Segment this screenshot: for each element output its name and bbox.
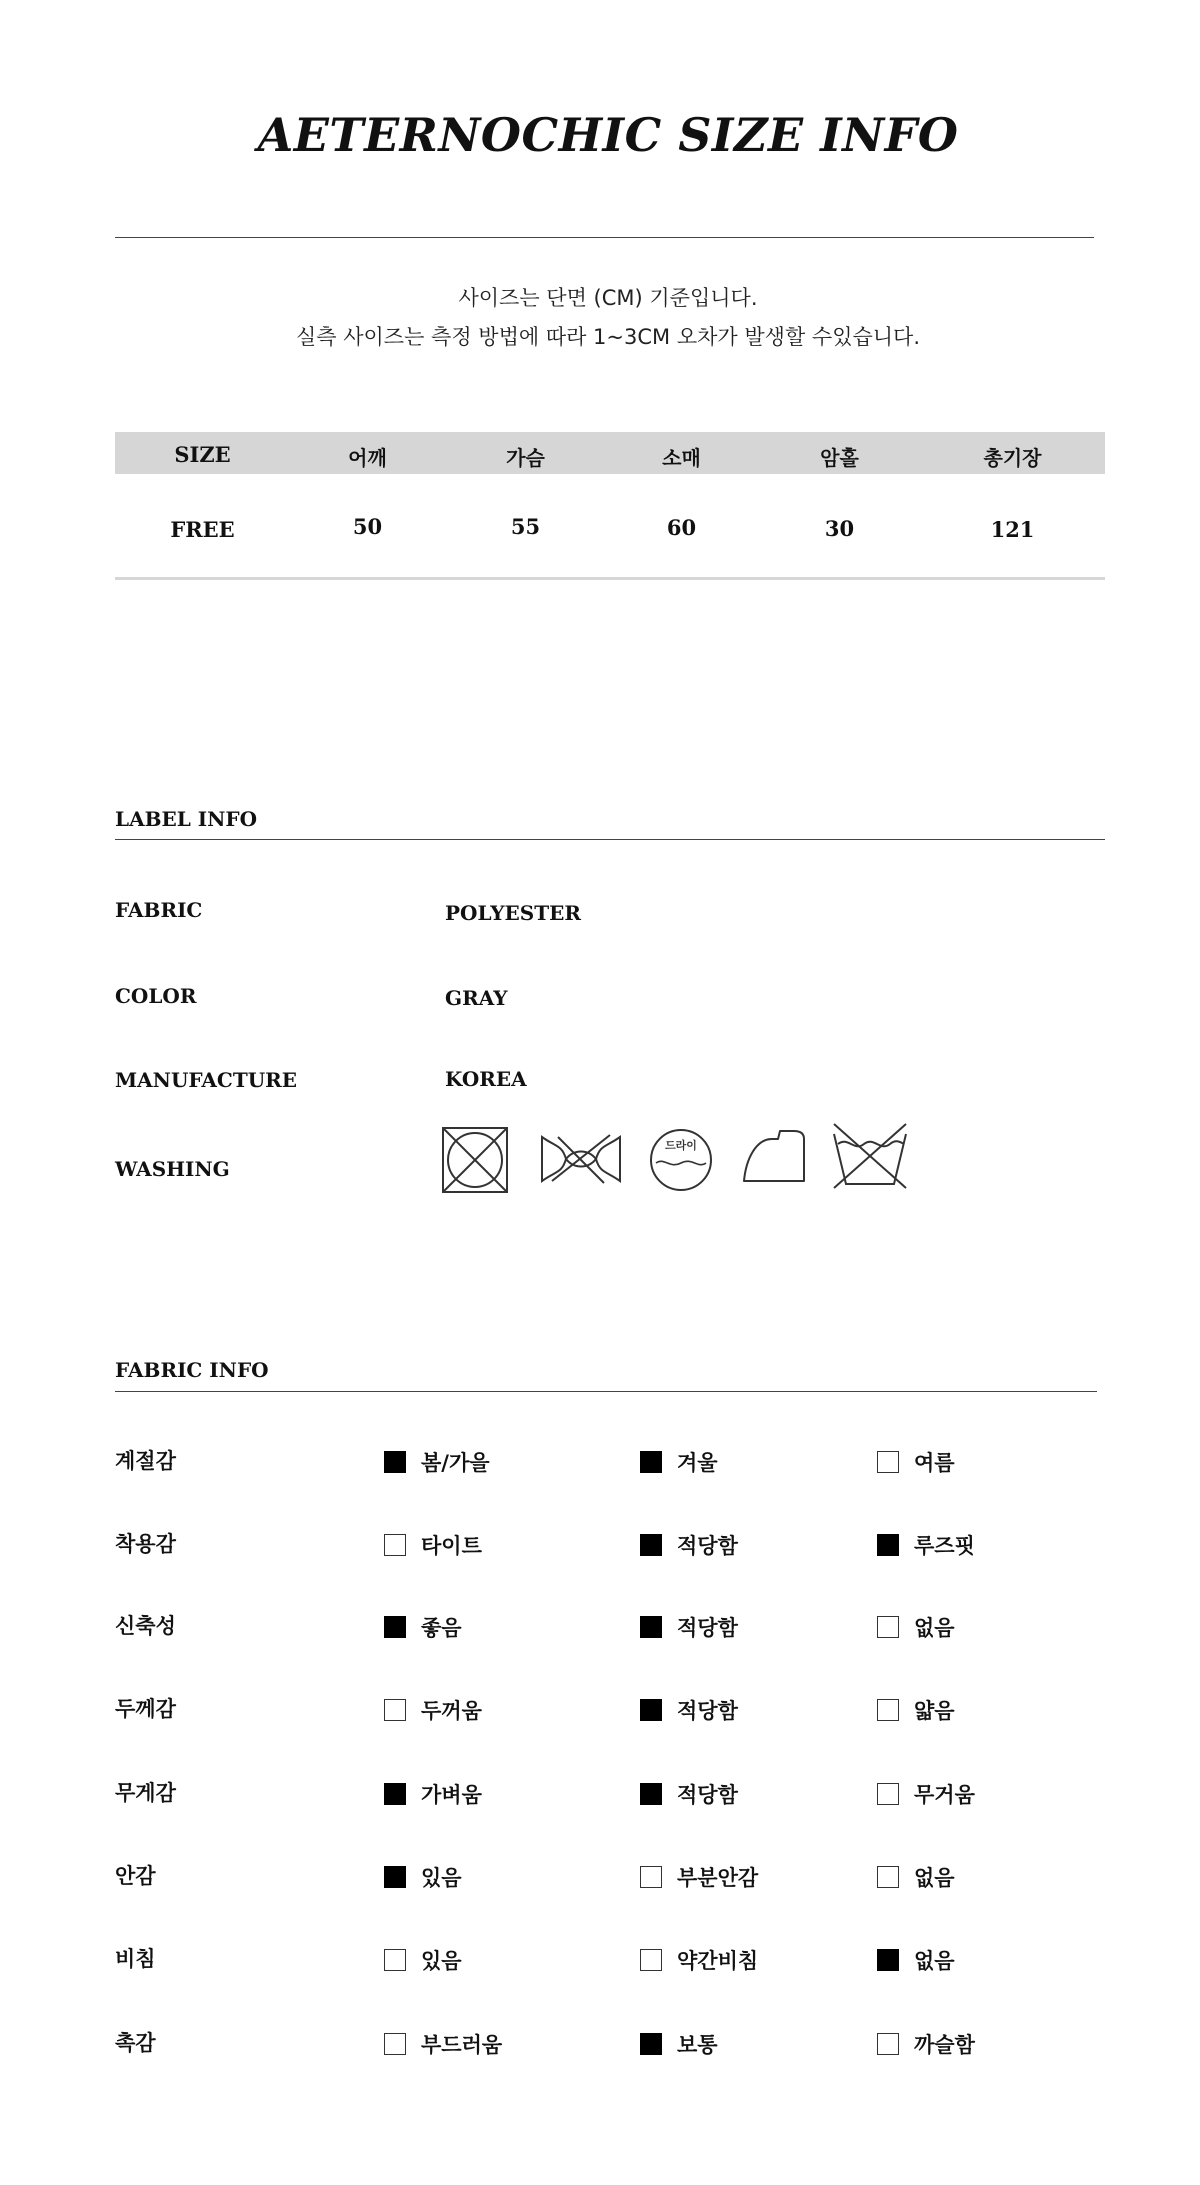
fabric-option-label: 겨울 (677, 1451, 718, 1475)
fabric-option-lining-2[interactable] (877, 1862, 955, 1892)
fabric-option-lining-1[interactable] (640, 1862, 758, 1892)
unchecked-checkbox[interactable] (640, 1866, 662, 1888)
checked-checkbox[interactable] (640, 1534, 662, 1556)
fabric-row-label-stretch: 신축성 (115, 1614, 176, 1638)
size-note-line-1: 사이즈는 단면 (CM) 기준입니다. (458, 286, 758, 310)
fabric-row-label-thickness: 두께감 (115, 1697, 176, 1721)
fabric-option-season-0[interactable] (384, 1447, 490, 1477)
fabric-option-label: 없음 (914, 1616, 955, 1640)
size-table-bottom-rule (115, 577, 1105, 580)
fabric-option-label: 없음 (914, 1866, 955, 1890)
iron-icon (738, 1125, 810, 1187)
fabric-row-label-season: 계절감 (115, 1449, 176, 1473)
size-value-chest: 55 (510, 514, 541, 539)
unchecked-checkbox[interactable] (384, 2033, 406, 2055)
unchecked-checkbox[interactable] (640, 1949, 662, 1971)
size-header-total-length: 총기장 (983, 446, 1042, 470)
fabric-option-label: 적당함 (677, 1783, 738, 1807)
fabric-option-label: 적당함 (677, 1534, 738, 1558)
checked-checkbox[interactable] (640, 1699, 662, 1721)
size-value-armhole: 30 (824, 516, 855, 541)
fabric-option-sheerness-1[interactable] (640, 1945, 758, 1975)
checked-checkbox[interactable] (877, 1534, 899, 1556)
fabric-option-texture-2[interactable] (877, 2029, 975, 2059)
fabric-option-label: 부드러움 (421, 2033, 503, 2057)
unchecked-checkbox[interactable] (877, 1699, 899, 1721)
fabric-option-label: 있음 (421, 1866, 462, 1890)
fabric-option-lining-0[interactable] (384, 1862, 462, 1892)
fabric-option-sheerness-0[interactable] (384, 1945, 462, 1975)
page-title: AETERNOCHIC SIZE INFO (257, 108, 959, 162)
fabric-option-label: 있음 (421, 1949, 462, 1973)
no-wash-icon (830, 1120, 910, 1192)
manufacture-value: KOREA (445, 1067, 527, 1091)
color-value: GRAY (445, 986, 508, 1010)
fabric-option-label: 봄/가을 (421, 1451, 490, 1475)
fabric-option-fit-1[interactable] (640, 1530, 738, 1560)
size-header-sleeve: 소매 (662, 446, 701, 470)
unchecked-checkbox[interactable] (877, 1451, 899, 1473)
unchecked-checkbox[interactable] (877, 2033, 899, 2055)
title-divider (115, 237, 1094, 238)
fabric-option-stretch-0[interactable] (384, 1612, 462, 1642)
no-wring-icon (538, 1131, 624, 1187)
fabric-option-label: 적당함 (677, 1699, 738, 1723)
checked-checkbox[interactable] (640, 1783, 662, 1805)
label-info-divider (115, 839, 1105, 840)
dry-clean-text: 드라이 (665, 1139, 697, 1152)
fabric-row-label-lining: 안감 (115, 1864, 156, 1888)
size-value-size: FREE (170, 517, 235, 542)
fabric-option-season-2[interactable] (877, 1447, 955, 1477)
checked-checkbox[interactable] (640, 1616, 662, 1638)
fabric-option-weight-2[interactable] (877, 1779, 975, 1809)
fabric-option-label: 타이트 (421, 1534, 482, 1558)
size-header-armhole: 암홀 (820, 446, 859, 470)
fabric-row-label-texture: 촉감 (115, 2031, 156, 2055)
fabric-option-label: 가벼움 (421, 1783, 482, 1807)
checked-checkbox[interactable] (384, 1616, 406, 1638)
fabric-option-label: 무거움 (914, 1783, 975, 1807)
manufacture-label: MANUFACTURE (115, 1068, 298, 1092)
fabric-option-label: 적당함 (677, 1616, 738, 1640)
checked-checkbox[interactable] (384, 1451, 406, 1473)
checked-checkbox[interactable] (877, 1949, 899, 1971)
fabric-option-weight-0[interactable] (384, 1779, 482, 1809)
fabric-row-label-sheerness: 비침 (115, 1947, 156, 1971)
fabric-option-thickness-2[interactable] (877, 1695, 955, 1725)
fabric-option-label: 여름 (914, 1451, 955, 1475)
size-value-shoulder: 50 (352, 514, 383, 539)
size-header-shoulder: 어깨 (348, 446, 387, 470)
fabric-option-stretch-1[interactable] (640, 1612, 738, 1642)
fabric-option-fit-0[interactable] (384, 1530, 482, 1560)
fabric-option-label: 약간비침 (677, 1949, 759, 1973)
checked-checkbox[interactable] (640, 2033, 662, 2055)
fabric-label: FABRIC (115, 898, 203, 922)
size-value-sleeve: 60 (666, 515, 697, 540)
fabric-option-label: 보통 (677, 2033, 718, 2057)
color-label: COLOR (115, 984, 197, 1008)
washing-label: WASHING (115, 1157, 230, 1181)
label-info-title: LABEL INFO (115, 807, 258, 831)
size-header-size: SIZE (174, 442, 231, 467)
fabric-row-label-weight: 무게감 (115, 1781, 176, 1805)
size-value-total-length: 121 (990, 517, 1035, 542)
fabric-option-sheerness-2[interactable] (877, 1945, 955, 1975)
unchecked-checkbox[interactable] (384, 1699, 406, 1721)
fabric-value: POLYESTER (445, 901, 581, 925)
fabric-option-texture-1[interactable] (640, 2029, 718, 2059)
checked-checkbox[interactable] (384, 1866, 406, 1888)
fabric-option-stretch-2[interactable] (877, 1612, 955, 1642)
fabric-row-label-fit: 착용감 (115, 1532, 176, 1556)
checked-checkbox[interactable] (640, 1451, 662, 1473)
size-note-line-2: 실측 사이즈는 측정 방법에 따라 1~3CM 오차가 발생할 수있습니다. (295, 325, 921, 349)
fabric-option-season-1[interactable] (640, 1447, 718, 1477)
fabric-option-label: 얇음 (914, 1699, 955, 1723)
fabric-option-label: 두꺼움 (421, 1699, 482, 1723)
fabric-option-thickness-0[interactable] (384, 1695, 482, 1725)
fabric-option-label: 루즈핏 (914, 1534, 975, 1558)
fabric-option-weight-1[interactable] (640, 1779, 738, 1809)
fabric-option-label: 없음 (914, 1949, 955, 1973)
dry-clean-icon (648, 1127, 714, 1193)
fabric-option-label: 까슬함 (914, 2033, 975, 2057)
fabric-option-texture-0[interactable] (384, 2029, 502, 2059)
fabric-option-thickness-1[interactable] (640, 1695, 738, 1725)
fabric-info-title: FABRIC INFO (115, 1358, 269, 1382)
fabric-option-label: 좋음 (421, 1616, 462, 1640)
unchecked-checkbox[interactable] (877, 1616, 899, 1638)
fabric-info-divider (115, 1391, 1097, 1392)
fabric-option-fit-2[interactable] (877, 1530, 975, 1560)
size-header-chest: 가슴 (506, 446, 545, 470)
checked-checkbox[interactable] (384, 1783, 406, 1805)
unchecked-checkbox[interactable] (384, 1949, 406, 1971)
fabric-option-label: 부분안감 (677, 1866, 759, 1890)
unchecked-checkbox[interactable] (877, 1866, 899, 1888)
no-tumble-dry-icon (440, 1125, 510, 1195)
unchecked-checkbox[interactable] (877, 1783, 899, 1805)
unchecked-checkbox[interactable] (384, 1534, 406, 1556)
